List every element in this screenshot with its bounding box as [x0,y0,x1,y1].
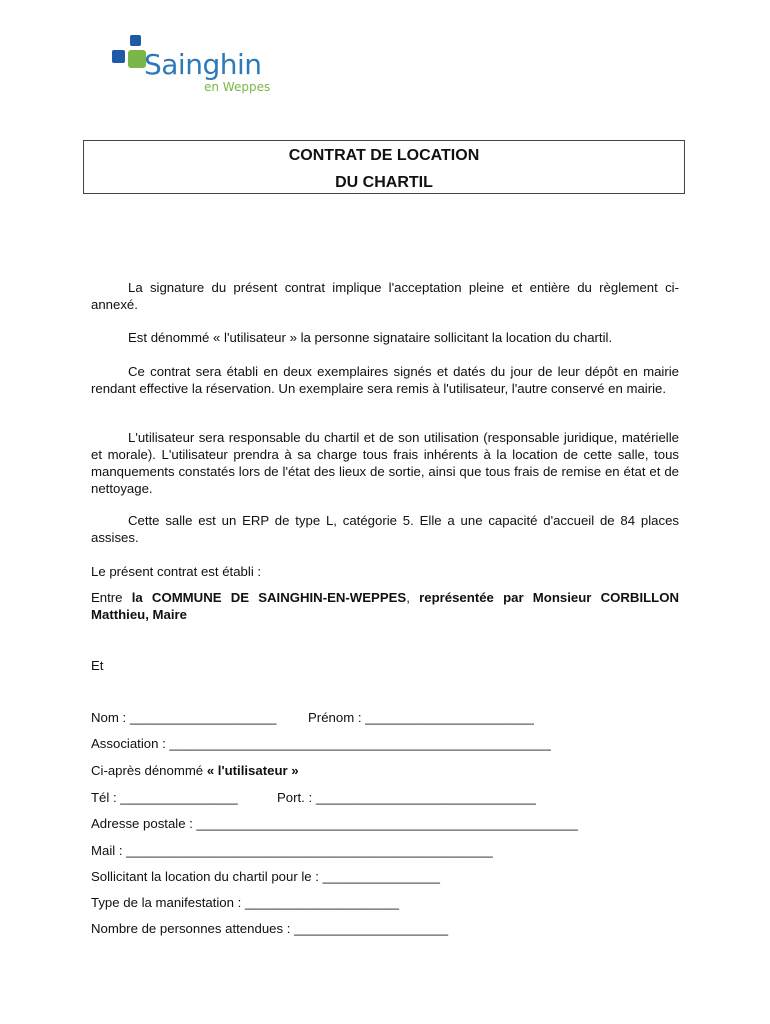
entre-prefix: Entre [91,590,132,605]
ci-apres-prefix: Ci-après dénommé [91,763,207,778]
paragraph-erp: Cette salle est un ERP de type L, catégorie 5. Elle a une capacité d'accueil de 84 places assises. [91,513,679,545]
field-association[interactable]: Association : ____________________________________________________ [91,736,551,751]
field-nombre-personnes[interactable]: Nombre de personnes attendues : _____________________ [91,921,449,936]
field-sollicitant[interactable]: Sollicitant la location du chartil pour le : ________________ [91,869,440,884]
entre-separator: , [406,590,420,605]
field-nom[interactable]: Nom : ____________________ [91,710,277,725]
field-prenom[interactable]: Prénom : _______________________ [308,710,534,725]
ci-apres-bold: « l'utilisateur » [206,763,299,778]
title-box [83,140,685,194]
field-tel[interactable]: Tél : ________________ [91,790,238,805]
logo-name: Sainghin [144,48,262,81]
paragraph-exemplaires: Ce contrat sera établi en deux exemplaires signés et datés du jour de leur dépôt en mairie rendant effective la réservation. Un exemplaire sera remis à l'utilisateur, l'autre conservé en mairie. [91,364,679,396]
field-port[interactable]: Port. : ______________________________ [277,790,536,805]
title-line-1: CONTRAT DE LOCATION [288,147,480,164]
paragraph-etabli: Le présent contrat est établi : [91,564,262,579]
field-type-manifestation[interactable]: Type de la manifestation : _____________________ [91,895,399,910]
paragraph-responsable: L'utilisateur sera responsable du chartil et de son utilisation (responsable juridique, matérielle et morale). L'utilisateur prendra à sa charge tous frais inhérents à la location de cette salle, tous manquements constatés lors de l'état des lieux de sortie, ainsi que tous frais de remise en état et de nettoyage. [91,430,679,496]
logo-square-icon [112,50,125,63]
paragraph-entre [91,589,679,623]
representant: représentée par Monsieur CORBILLON Matthieu, Maire [91,590,679,622]
ci-apres-line [91,763,299,778]
paragraph-utilisateur: Est dénommé « l'utilisateur » la personne signataire sollicitant la location du chartil. [128,330,613,345]
field-mail[interactable]: Mail : __________________________________________________ [91,843,493,858]
title-line-2: DU CHARTIL [335,174,433,191]
field-adresse[interactable]: Adresse postale : ____________________________________________________ [91,816,578,831]
logo-subtitle: en Weppes [204,80,271,94]
logo-square-icon [130,35,141,46]
commune-name: la COMMUNE DE SAINGHIN-EN-WEPPES [131,590,407,605]
paragraph-et: Et [91,658,104,673]
sainghin-logo [108,30,298,100]
paragraph-signature: La signature du présent contrat implique l'acceptation pleine et entière du règlement ci-annexé. [91,280,679,312]
